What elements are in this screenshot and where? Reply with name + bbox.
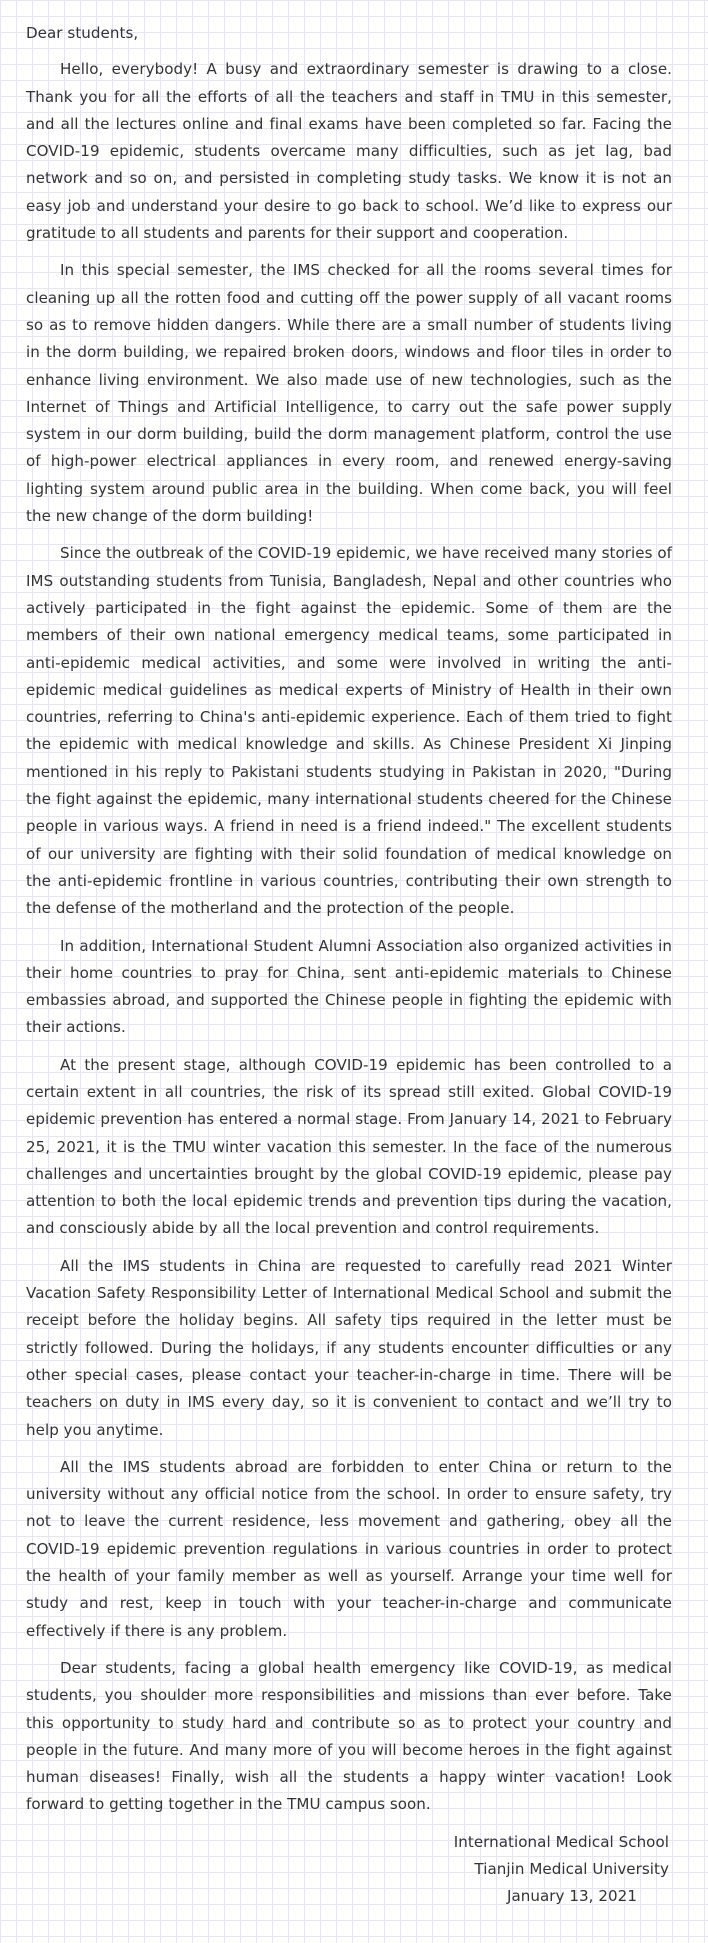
letter-paragraph-3: Since the outbreak of the COVID-19 epidemic, we have received many stories of IMS outstanding students from Tunisia, Bangladesh, Nepal and other countries who actively participated in the fight against the epidemic. Some of them are the members of their own national emergency medical teams, some participated in anti-epidemic medical activities, and some were involved in writing the anti-epidemic medical guidelines as medical experts of Ministry of Health in their own countries, referring to China's anti-epidemic experience. Each of them tried to fight the epidemic with medical knowledge and skills. As Chinese President Xi Jinping mentioned in his reply to Pakistani students studying in Pakistan in 2020, "During the fight against the epidemic, many international students cheered for the Chinese people in various ways. A friend in need is a friend indeed." The excellent students of our university are fighting with their solid foundation of medical knowledge on the anti-epidemic frontline in various countries, contributing their own strength to the defense of the motherland and the protection of the people. — [26, 544, 672, 918]
signature-university: Tianjin Medical University — [474, 1860, 669, 1878]
signature-date: January 13, 2021 — [506, 1887, 637, 1906]
letter-paragraph-5: At the present stage, although COVID-19 epidemic has been controlled to a certain extent in all countries, the risk of its spread still exited. Global COVID-19 epidemic prevention has entered a normal stage. From January 14, 2021 to February 25, 2021, it is the TMU winter vacation this semester. In the face of the numerous challenges and uncertainties brought by the global COVID-19 epidemic, please pay attention to both the local epidemic trends and prevention tips during the vacation, and consciously abide by all the local prevention and control requirements. — [26, 1055, 672, 1238]
letter-paragraph-2: In this special semester, the IMS checked for all the rooms several times for cleaning up all the rotten food and cutting off the power supply of all vacant rooms so as to remove hidden dangers. While there are a small number of students living in the dorm building, we repaired broken doors, windows and floor tiles in order to enhance living environment. We also made use of new technologies, such as the Internet of Things and Artificial Intelligence, to carry out the safe power supply system in our dorm building, build the dorm management platform, control the use of high-power electrical appliances in every room, and renewed energy-saving lighting system around public area in the building. When come back, you will feel the new change of the dorm building! — [26, 261, 672, 526]
letter-paragraph-6: All the IMS students in China are requested to carefully read 2021 Winter Vacation Safety Responsibility Letter of International Medical School and submit the receipt before the holiday begins. All safety tips required in the letter must be strictly followed. During the holidays, if any students encounter difficulties or any other special cases, please contact your teacher-in-charge in time. There will be teachers on duty in IMS every day, so it is convenient to contact and we’ll try to help you anytime. — [26, 1256, 672, 1439]
letter-paragraph-4: In addition, International Student Alumni Association also organized activities in their home countries to pray for China, sent anti-epidemic materials to Chinese embassies abroad, and supported the Chinese people in fighting the epidemic with their actions. — [26, 936, 672, 1037]
letter-paragraph-1: Hello, everybody! A busy and extraordinary semester is drawing to a close. Thank you for all the efforts of all the teachers and staff in TMU in this semester, and all the lectures online and final exams have been completed so far. Facing the COVID-19 epidemic, students overcame many difficulties, such as jet lag, bad network and so on, and persisted in completing study tasks. We know it is not an easy job and understand your desire to go back to school. We’d like to express our gratitude to all students and parents for their support and cooperation. — [26, 60, 672, 243]
letter-greeting: Dear students, — [26, 24, 139, 42]
letter-paragraph-7: All the IMS students abroad are forbidden to enter China or return to the university without any official notice from the school. In order to ensure safety, try not to leave the current residence, less movement and gathering, obey all the COVID-19 epidemic prevention regulations in various countries in order to protect the health of your family member as well as yourself. Arrange your time well for study and rest, keep in touch with your teacher-in-charge and communicate effectively if there is any problem. — [26, 1457, 672, 1640]
letter — [26, 20, 672, 1911]
letter-signature — [26, 1829, 672, 1911]
signature-school: International Medical School — [453, 1832, 669, 1851]
letter-paragraph-8: Dear students, facing a global health emergency like COVID-19, as medical students, you shoulder more responsibilities and missions than ever before. Take this opportunity to study hard and contribute so as to protect your country and people in the future. And many more of you will become heroes in the fight against human diseases! Finally, wish all the students a happy winter vacation! Look forward to getting together in the TMU campus soon. — [26, 1658, 672, 1814]
